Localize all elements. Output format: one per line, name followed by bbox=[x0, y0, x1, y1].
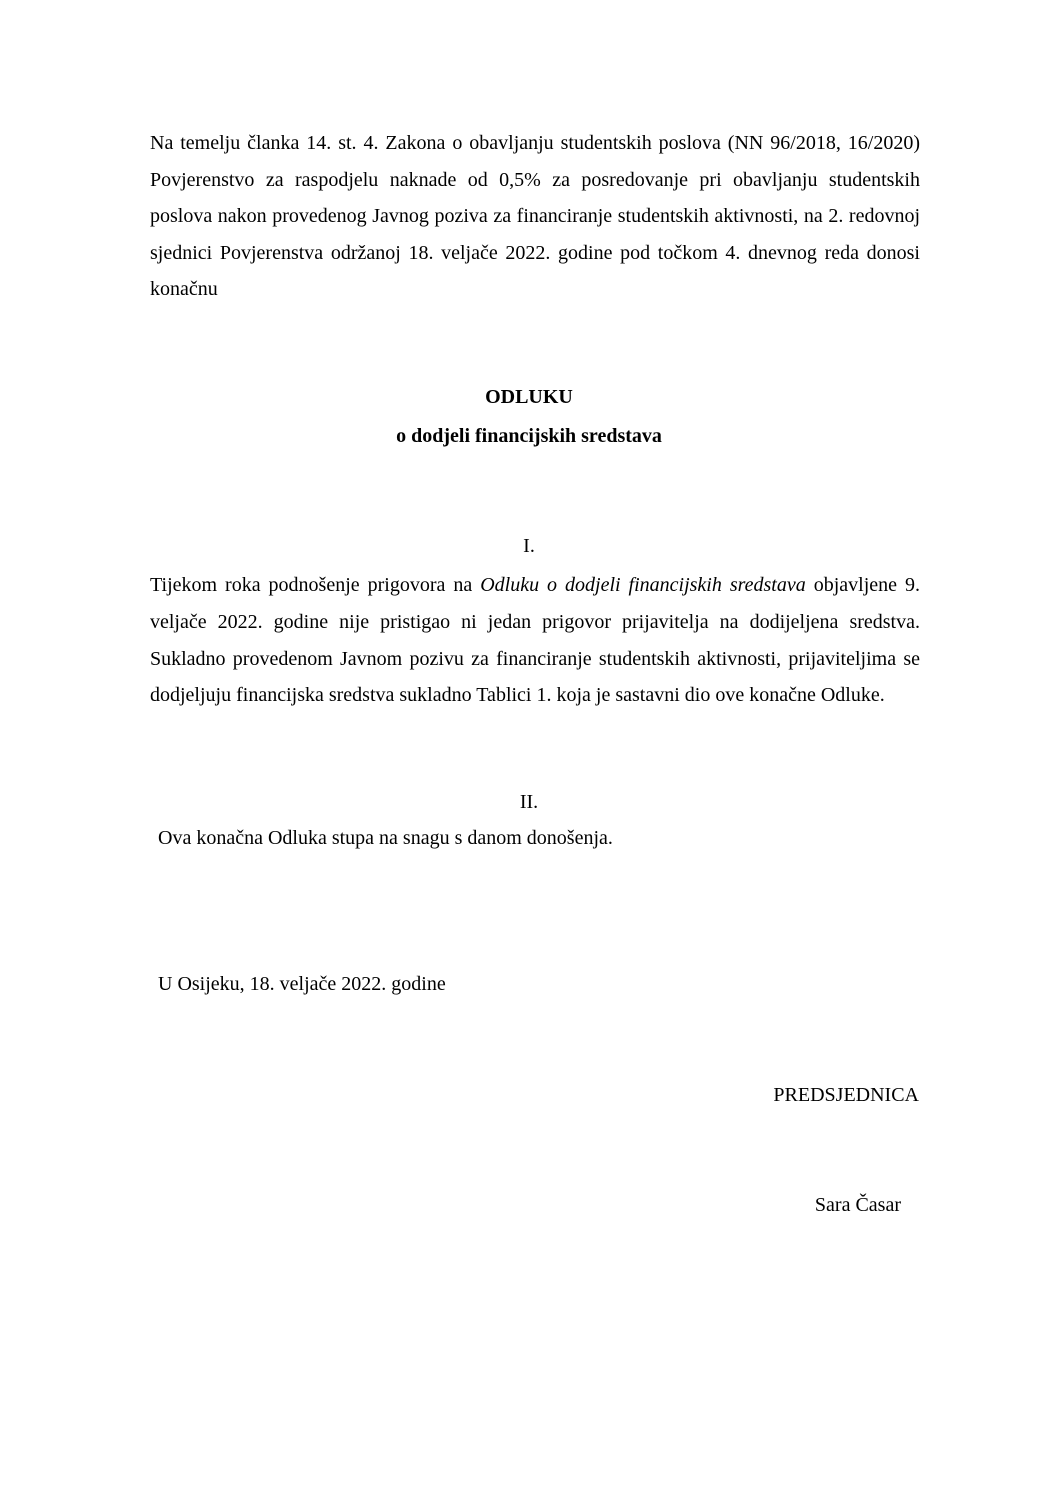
section-1-text-after: objavljene 9. veljače 2022. godine nije pristigao ni jedan prigovor prijavitelja na dodijeljena sredstva. Sukladno provedenom Javnom pozivu za financiranje studentskih aktivnosti, prijaviteljima se dodjeljuju financijska sredstva sukladno Tablici 1. koja je sastavni dio ove konačne Odluke. bbox=[150, 574, 920, 707]
decision-subtitle: o dodjeli financijskih sredstava bbox=[396, 425, 662, 447]
intro-paragraph: Na temelju članka 14. st. 4. Zakona o obavljanju studentskih poslova (NN 96/2018, 16/2020) Povjerenstvo za raspodjelu naknade od 0,5% za posredovanje pri obavljanju studentskih poslova nakon provedenog Javnog poziva za financiranje studentskih aktivnosti, na 2. redovnoj sjednici Povjerenstva održanoj 18. veljače 2022. godine pod točkom 4. dnevnog reda donosi konačnu bbox=[150, 132, 920, 301]
section-1-paragraph bbox=[150, 567, 920, 714]
signature-role: PREDSJEDNICA bbox=[773, 1084, 919, 1106]
signature-name: Sara Časar bbox=[814, 1194, 901, 1216]
place-date: U Osijeku, 18. veljače 2022. godine bbox=[158, 973, 446, 995]
decision-title: ODLUKU bbox=[485, 386, 573, 408]
section-2-paragraph: Ova konačna Odluka stupa na snagu s danom donošenja. bbox=[158, 827, 613, 849]
section-1-text-before: Tijekom roka podnošenje prigovora na bbox=[150, 574, 481, 596]
section-1-text-italic: Odluku o dodjeli financijskih sredstava bbox=[480, 574, 806, 596]
section-2-numeral: II. bbox=[519, 791, 539, 813]
section-1-numeral: I. bbox=[523, 535, 535, 557]
